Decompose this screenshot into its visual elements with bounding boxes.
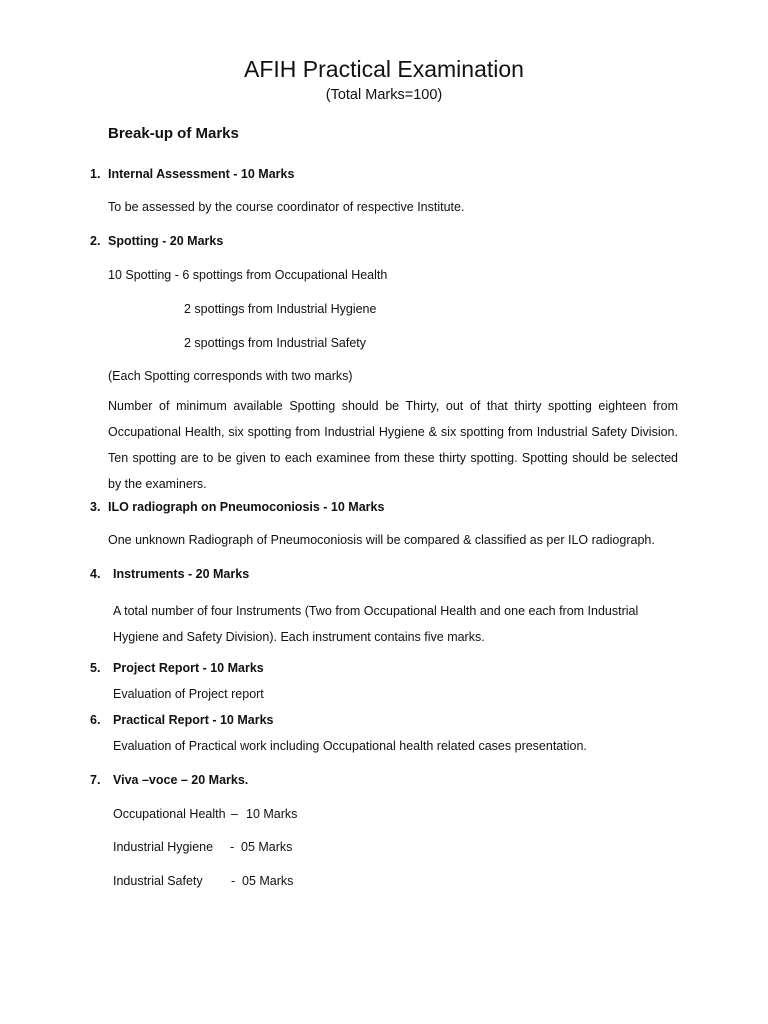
item-ilo-radiograph: ILO radiograph on Pneumoconiosis - 10 Marks [108,500,385,514]
viva-row-separator: - [231,874,236,888]
item-practical-report: Practical Report - 10 Marks [113,713,274,727]
spotting-line-3: 2 spottings from Industrial Safety [184,336,367,350]
item-number: 6. [90,713,101,727]
document-title: AFIH Practical Examination [244,56,524,82]
item-number: 4. [90,567,101,581]
viva-row-marks: 10 Marks [246,807,298,821]
item-number: 7. [90,773,101,787]
viva-row-separator: – [231,807,238,821]
section-heading: Break-up of Marks [108,125,239,142]
item-number: 2. [90,234,101,248]
viva-row-marks: 05 Marks [242,874,294,888]
internal-assessment-description: To be assessed by the course coordinator of respective Institute. [108,200,465,214]
item-number: 1. [90,167,101,181]
item-number: 3. [90,500,101,514]
item-number: 5. [90,661,101,675]
item-viva-voce: Viva –voce – 20 Marks. [113,773,249,787]
instruments-description: A total number of four Instruments (Two from Occupational Health and one each from Industrial Hygiene and Safety Division). Each instrument contains five marks. [113,604,639,644]
practical-description: Evaluation of Practical work including Occupational health related cases presentation. [113,739,587,753]
viva-row-separator: - [230,840,235,854]
spotting-line-1: 10 Spotting - 6 spottings from Occupational Health [108,268,388,282]
ilo-description: One unknown Radiograph of Pneumoconiosis will be compared & classified as per ILO radiograph. [108,533,655,547]
item-spotting: Spotting - 20 Marks [108,234,224,248]
viva-row-marks: 05 Marks [241,840,293,854]
spotting-line-2: 2 spottings from Industrial Hygiene [184,302,377,316]
item-project-report: Project Report - 10 Marks [113,661,264,675]
item-internal-assessment: Internal Assessment - 10 Marks [108,167,295,181]
viva-row-label: Industrial Safety [113,874,203,888]
item-instruments: Instruments - 20 Marks [113,567,250,581]
spotting-note: (Each Spotting corresponds with two marks) [108,369,353,383]
viva-row-label: Occupational Health [113,807,226,821]
spotting-paragraph: Number of minimum available Spotting should be Thirty, out of that thirty spotting eighteen from Occupational Health, six spotting from Industrial Hygiene & six spotting from Industrial Safety Division. Ten spotting are to be given to each examinee from these thirty spotting. Spotting should be selected by the examiners. [108,399,678,491]
project-description: Evaluation of Project report [113,687,264,701]
document-subtitle: (Total Marks=100) [325,87,443,103]
viva-row-label: Industrial Hygiene [113,840,214,854]
